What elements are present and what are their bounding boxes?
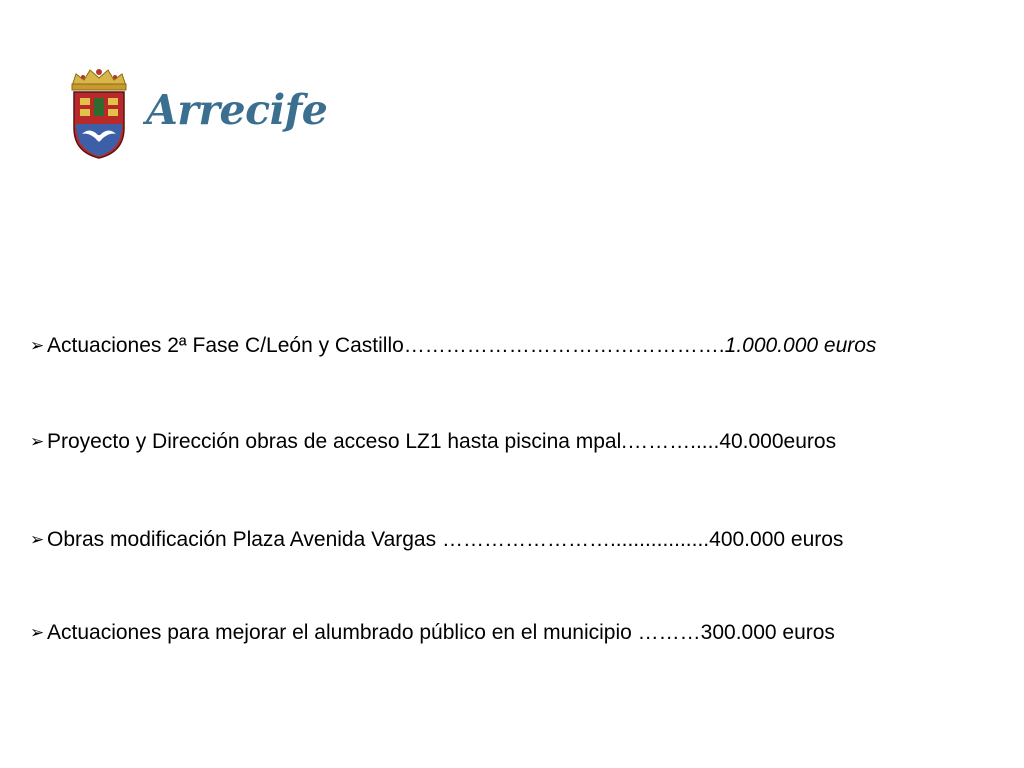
list-item bbox=[30, 620, 835, 646]
item-leader: ……………………................. bbox=[441, 528, 710, 551]
arrow-bullet-icon: ➢ bbox=[30, 432, 45, 451]
item-leader: ……… bbox=[637, 621, 701, 644]
arrecife-logo bbox=[68, 66, 328, 162]
item-amount: 300.000 euros bbox=[700, 621, 835, 644]
item-amount: 1.000.000 euros bbox=[724, 334, 877, 357]
item-leader: ………..... bbox=[627, 430, 720, 453]
item-amount: 400.000 euros bbox=[709, 528, 844, 551]
list-item bbox=[30, 429, 836, 455]
item-text: Proyecto y Dirección obras de acceso LZ1 hasta piscina mpal. bbox=[47, 430, 628, 453]
arrow-bullet-icon: ➢ bbox=[30, 623, 45, 642]
arrow-bullet-icon: ➢ bbox=[30, 336, 45, 355]
brand-name: Arrecife bbox=[146, 86, 328, 134]
item-text: Actuaciones 2ª Fase C/León y Castillo bbox=[47, 334, 404, 357]
item-text: Actuaciones para mejorar el alumbrado público en el municipio bbox=[47, 621, 638, 644]
item-leader: ………………………………………. bbox=[403, 334, 725, 357]
item-text: Obras modificación Plaza Avenida Vargas bbox=[47, 528, 442, 551]
arrow-bullet-icon: ➢ bbox=[30, 530, 45, 549]
item-amount: 40.000euros bbox=[719, 430, 837, 453]
coat-of-arms-icon bbox=[68, 66, 130, 160]
list-item bbox=[30, 527, 843, 553]
list-item bbox=[30, 333, 876, 359]
